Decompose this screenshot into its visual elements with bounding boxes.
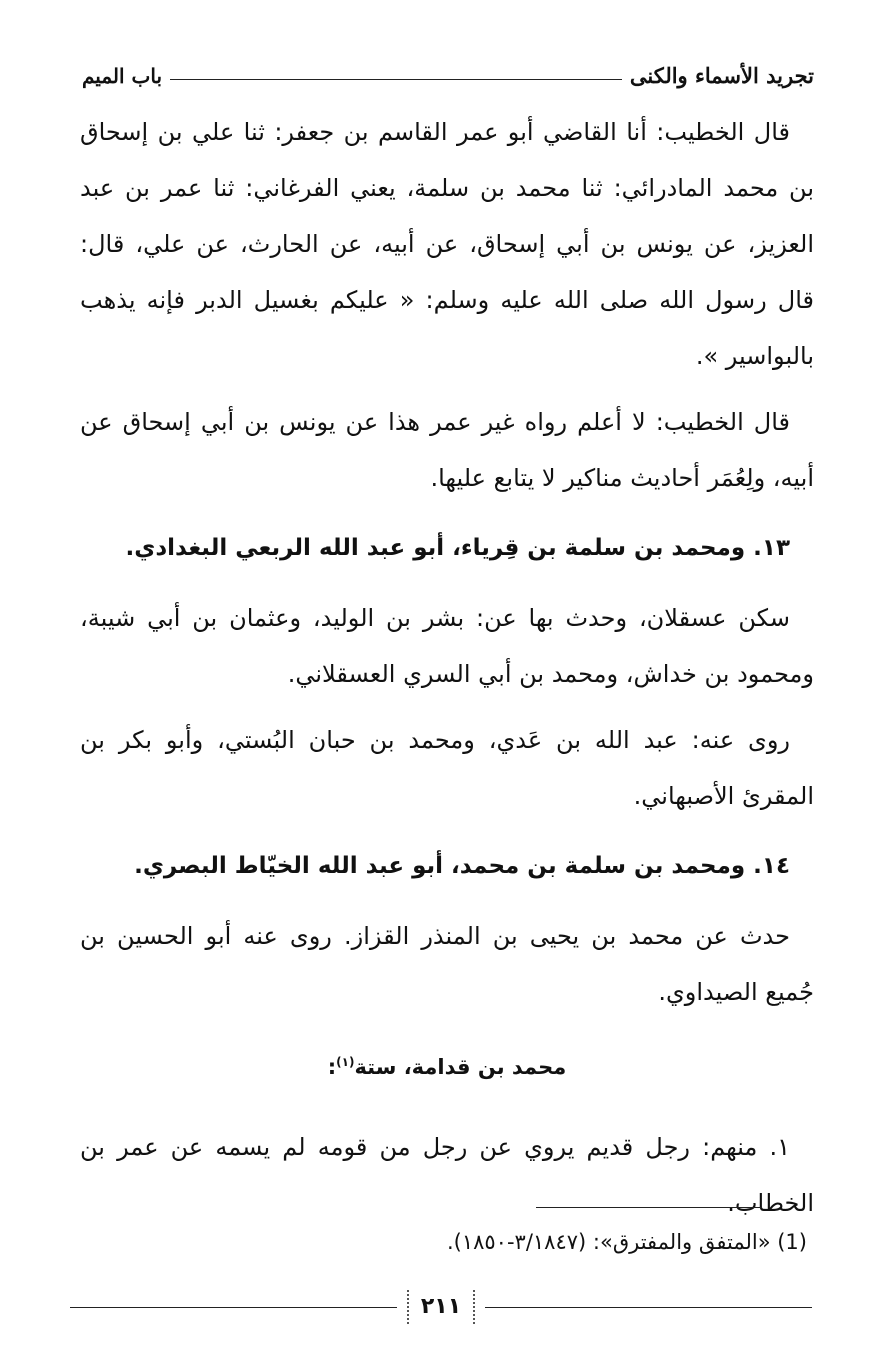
paragraph: قال الخطيب: أنا القاضي أبو عمر القاسم بن جعفر: ثنا علي بن إسحاق بن محمد المادرائي: ثنا محمد بن سلمة، يعني الفرغاني: ثنا عمر بن عبد العزيز، عن يونس بن أبي إسحاق، عن أبيه، عن الحارث، عن علي، قال: قال رسول الله صلى الله عليه وسلم: « عليكم بغسيل الدبر فإنه يذهب بالبواسير ». — [80, 118, 814, 370]
page-number: ٢١١ — [407, 1290, 475, 1324]
footer-rule-right — [485, 1307, 812, 1308]
header-rule — [170, 79, 622, 80]
main-text — [80, 104, 814, 1231]
footnote: (1) «المتفق والمفترق»: (٣/١٨٤٧-١٨٥٠). — [446, 1230, 807, 1254]
footnote-marker: (١) — [336, 1055, 355, 1069]
section-heading: محمد بن قدامة، ستة$^{(١)}$: — [327, 1055, 567, 1079]
page-footer — [70, 1287, 812, 1327]
footer-rule-left — [70, 1307, 397, 1308]
section-heading-text: محمد بن قدامة، ستة — [354, 1055, 567, 1079]
paragraph: روى عنه: عبد الله بن عَدي، ومحمد بن حبان البُستي، وأبو بكر بن المقرئ الأصبهاني. — [80, 726, 814, 810]
entry-heading: ١٣. ومحمد بن سلمة بن قِرياء، أبو عبد الله الربعي البغدادي. — [125, 535, 790, 561]
entry-heading: ١٤. ومحمد بن سلمة بن محمد، أبو عبد الله الخيّاط البصري. — [134, 853, 790, 879]
paragraph: ١. منهم: رجل قديم يروي عن رجل من قومه لم يسمه عن عمر بن الخطاب. — [80, 1133, 814, 1217]
paragraph: سكن عسقلان، وحدث بها عن: بشر بن الوليد، وعثمان بن أبي شيبة، ومحمود بن خداش، ومحمد بن أبي السري العسقلاني. — [80, 604, 814, 688]
paragraph: قال الخطيب: لا أعلم رواه غير عمر هذا عن يونس بن أبي إسحاق عن أبيه، ولِعُمَر أحاديث مناكير لا يتابع عليها. — [80, 408, 814, 492]
book-title: تجريد الأسماء والكنى — [629, 63, 814, 88]
running-header — [82, 52, 814, 88]
chapter-title: باب الميم — [82, 64, 163, 88]
paragraph: حدث عن محمد بن يحيى بن المنذر القزاز. روى عنه أبو الحسين بن جُميع الصيداوي. — [80, 922, 814, 1006]
footnote-rule — [536, 1207, 762, 1208]
